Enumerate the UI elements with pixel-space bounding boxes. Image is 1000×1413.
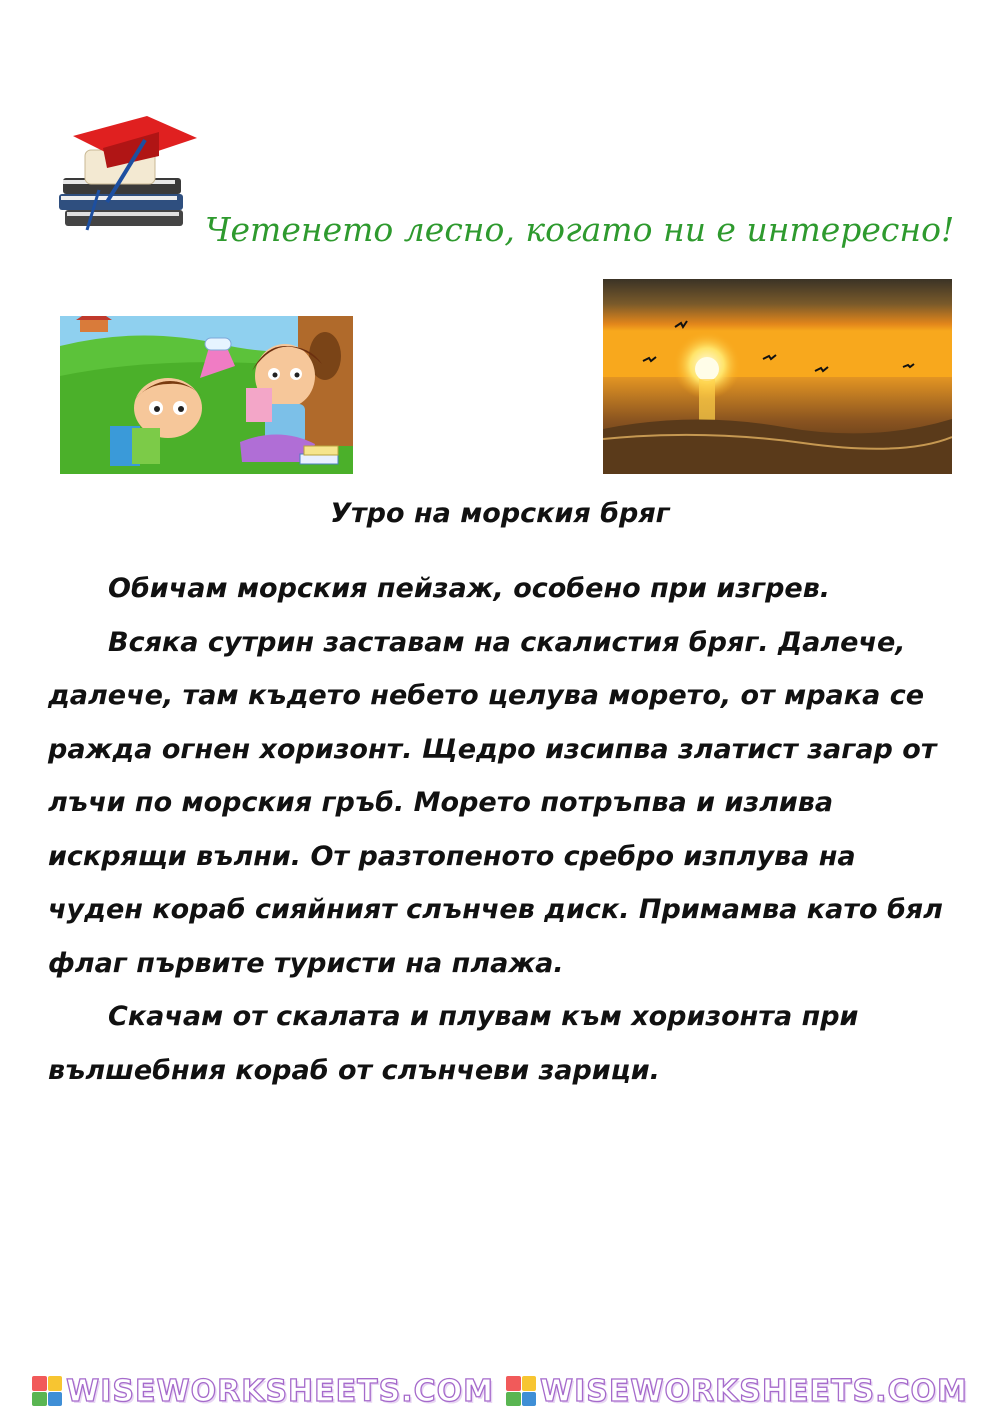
wiseworksheets-logo-icon [32,1376,62,1406]
story-paragraph: Скачам от скалата и плувам към хоризонта при вълшебния кораб от слънчеви зарици. [48,1001,859,1086]
watermark [506,1374,968,1409]
watermark [32,1374,494,1409]
sea-sunrise-photo [603,279,952,474]
story-body [48,562,953,1097]
story-paragraph: Обичам морския пейзаж, особено при изгрев. [108,573,831,604]
watermark-text: WISEWORKSHEETS.COM [66,1373,494,1409]
kids-reading-illustration [60,316,353,474]
slogan-heading: Четенето лесно, когато ни е интересно! [205,210,955,249]
story-title: Утро на морския бряг [330,498,670,529]
graduation-cap-books-icon [55,110,205,240]
footer-watermark [0,1372,1000,1410]
watermark-text: WISEWORKSHEETS.COM [540,1373,968,1409]
wiseworksheets-logo-icon [506,1376,536,1406]
story-paragraph: Всяка сутрин заставам на скалистия бряг. Далече, далече, там където небето целува морето, от мрака се ражда огнен хоризонт. Щедро изсипва златист загар от лъчи по морския гръб. Морето потръпва и излива искрящи вълни. От разтопеното сребро изплува на чуден кораб сияйният слънчев диск. Примамва като бял флаг първите туристи на плажа. [48,626,943,979]
